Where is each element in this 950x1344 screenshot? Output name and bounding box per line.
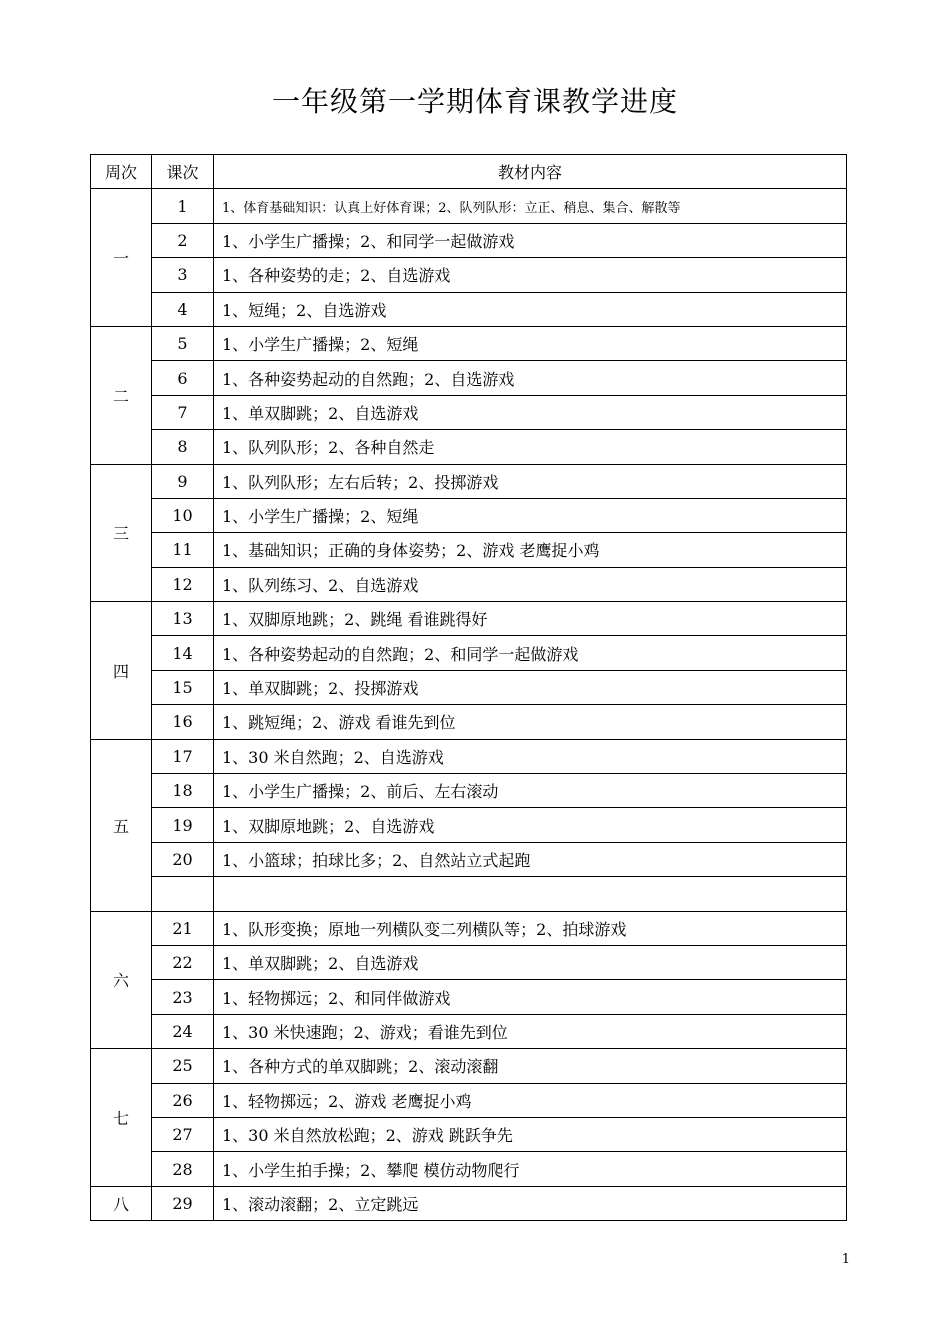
table-row — [91, 1117, 847, 1151]
content-cell: 1、30 米快速跑；2、游戏；看谁先到位 — [214, 1014, 847, 1048]
lesson-cell: 14 — [152, 636, 214, 670]
lesson-cell: 20 — [152, 842, 214, 876]
content-cell: 1、滚动滚翻；2、立定跳远 — [214, 1186, 847, 1220]
table-row — [91, 842, 847, 876]
table-row — [91, 808, 847, 842]
content-cell: 1、各种姿势起动的自然跑；2、自选游戏 — [214, 361, 847, 395]
week-cell: 八 — [91, 1186, 152, 1220]
lesson-cell: 6 — [152, 361, 214, 395]
content-cell: 1、小学生广播操；2、和同学一起做游戏 — [214, 223, 847, 257]
week-cell: 六 — [91, 911, 152, 1049]
content-cell: 1、跳短绳；2、游戏 看谁先到位 — [214, 705, 847, 739]
content-cell: 1、小学生拍手操；2、攀爬 模仿动物爬行 — [214, 1152, 847, 1186]
content-cell: 1、队列练习、2、自选游戏 — [214, 567, 847, 601]
lesson-cell: 11 — [152, 533, 214, 567]
table-row — [91, 430, 847, 464]
content-cell: 1、单双脚跳；2、投掷游戏 — [214, 670, 847, 704]
lesson-cell: 19 — [152, 808, 214, 842]
week-cell: 四 — [91, 602, 152, 740]
table-row — [91, 292, 847, 326]
content-cell: 1、单双脚跳；2、自选游戏 — [214, 945, 847, 979]
table-row — [91, 533, 847, 567]
table-row — [91, 361, 847, 395]
lesson-cell: 3 — [152, 258, 214, 292]
schedule-table — [90, 154, 847, 1221]
lesson-cell: 15 — [152, 670, 214, 704]
content-cell: 1、队形变换；原地一列横队变二列横队等；2、拍球游戏 — [214, 911, 847, 945]
week-cell: 七 — [91, 1049, 152, 1187]
lesson-cell: 1 — [152, 189, 214, 223]
header-lesson: 课次 — [152, 155, 214, 189]
table-row-empty — [91, 877, 847, 911]
table-row — [91, 705, 847, 739]
table-row — [91, 739, 847, 773]
lesson-cell: 28 — [152, 1152, 214, 1186]
content-cell: 1、小学生广播操；2、前后、左右滚动 — [214, 774, 847, 808]
table-row — [91, 464, 847, 498]
lesson-cell: 8 — [152, 430, 214, 464]
lesson-cell: 24 — [152, 1014, 214, 1048]
lesson-cell: 5 — [152, 326, 214, 360]
content-cell: 1、轻物掷远；2、游戏 老鹰捉小鸡 — [214, 1083, 847, 1117]
lesson-cell: 7 — [152, 395, 214, 429]
content-cell: 1、轻物掷远；2、和同伴做游戏 — [214, 980, 847, 1014]
content-cell: 1、双脚原地跳；2、跳绳 看谁跳得好 — [214, 602, 847, 636]
content-cell: 1、小学生广播操；2、短绳 — [214, 498, 847, 532]
lesson-cell: 12 — [152, 567, 214, 601]
table-row — [91, 945, 847, 979]
content-cell: 1、体育基础知识：认真上好体育课；2、队列队形：立正、稍息、集合、解散等 — [214, 189, 847, 223]
table-row — [91, 1049, 847, 1083]
page-title: 一年级第一学期体育课教学进度 — [271, 85, 678, 118]
content-cell: 1、各种姿势起动的自然跑；2、和同学一起做游戏 — [214, 636, 847, 670]
content-cell: 1、各种方式的单双脚跳；2、滚动滚翻 — [214, 1049, 847, 1083]
page-number: 1 — [841, 1252, 850, 1267]
table-row — [91, 602, 847, 636]
lesson-cell: 10 — [152, 498, 214, 532]
content-cell: 1、双脚原地跳；2、自选游戏 — [214, 808, 847, 842]
table-row — [91, 911, 847, 945]
table-row — [91, 258, 847, 292]
content-cell: 1、队列队形；2、各种自然走 — [214, 430, 847, 464]
content-cell — [214, 877, 847, 911]
lesson-cell: 29 — [152, 1186, 214, 1220]
content-cell: 1、30 米自然放松跑；2、游戏 跳跃争先 — [214, 1117, 847, 1151]
content-cell: 1、小篮球；拍球比多；2、自然站立式起跑 — [214, 842, 847, 876]
lesson-cell: 26 — [152, 1083, 214, 1117]
content-cell: 1、30 米自然跑；2、自选游戏 — [214, 739, 847, 773]
table-row — [91, 1186, 847, 1220]
table-row — [91, 326, 847, 360]
table-row — [91, 567, 847, 601]
table-row — [91, 774, 847, 808]
content-cell: 1、短绳；2、自选游戏 — [214, 292, 847, 326]
table-row — [91, 670, 847, 704]
table-row — [91, 980, 847, 1014]
week-cell: 二 — [91, 326, 152, 464]
table-row — [91, 1152, 847, 1186]
table-row — [91, 395, 847, 429]
table-header-row — [91, 155, 847, 189]
lesson-cell: 4 — [152, 292, 214, 326]
lesson-cell: 13 — [152, 602, 214, 636]
week-cell: 五 — [91, 739, 152, 911]
content-cell: 1、各种姿势的走；2、自选游戏 — [214, 258, 847, 292]
lesson-cell — [152, 877, 214, 911]
content-cell: 1、单双脚跳；2、自选游戏 — [214, 395, 847, 429]
lesson-cell: 17 — [152, 739, 214, 773]
lesson-cell: 9 — [152, 464, 214, 498]
content-cell: 1、小学生广播操；2、短绳 — [214, 326, 847, 360]
content-cell: 1、基础知识；正确的身体姿势；2、游戏 老鹰捉小鸡 — [214, 533, 847, 567]
lesson-cell: 21 — [152, 911, 214, 945]
lesson-cell: 25 — [152, 1049, 214, 1083]
week-cell: 一 — [91, 189, 152, 327]
lesson-cell: 18 — [152, 774, 214, 808]
lesson-cell: 22 — [152, 945, 214, 979]
content-cell: 1、队列队形；左右后转；2、投掷游戏 — [214, 464, 847, 498]
lesson-cell: 2 — [152, 223, 214, 257]
table-row — [91, 189, 847, 223]
header-content: 教材内容 — [214, 155, 847, 189]
table-row — [91, 636, 847, 670]
table-row — [91, 1014, 847, 1048]
lesson-cell: 23 — [152, 980, 214, 1014]
table-row — [91, 1083, 847, 1117]
table-row — [91, 498, 847, 532]
lesson-cell: 27 — [152, 1117, 214, 1151]
header-week: 周次 — [91, 155, 152, 189]
week-cell: 三 — [91, 464, 152, 602]
table-row — [91, 223, 847, 257]
lesson-cell: 16 — [152, 705, 214, 739]
